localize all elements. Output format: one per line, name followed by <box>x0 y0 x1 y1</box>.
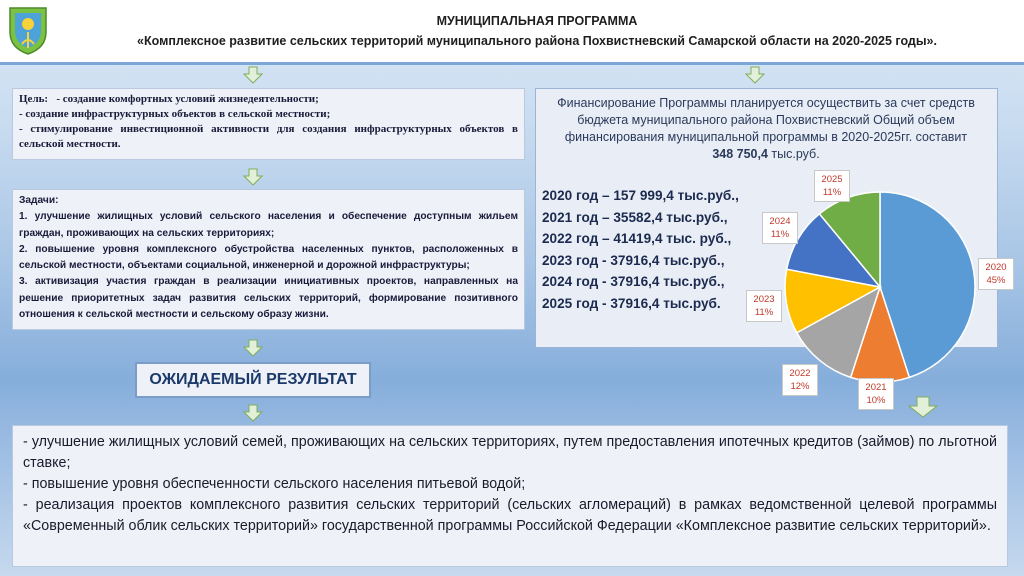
pie-label-2024 <box>762 212 798 244</box>
pie-label-year: 2020 <box>985 262 1007 273</box>
coat-of-arms-logo <box>6 4 50 56</box>
pie-label-2021 <box>858 378 894 410</box>
finance-description <box>556 95 976 163</box>
pie-label-2025 <box>814 170 850 202</box>
outcome-item: - улучшение жилищных условий семей, проживающих на сельских территориях, путем предоставления ипотечных кредитов (займов) по льготной ставке; <box>23 434 997 471</box>
program-subtitle: «Комплексное развитие сельских территорий муниципального района Похвистневский Самарской области на 2020-2025 годы». <box>137 34 937 48</box>
pie-label-year: 2024 <box>769 216 791 227</box>
task-item: 1. улучшение жилищных условий сельского населения и обеспечение доступным жильем граждан, проживающих на сельских территориях; <box>19 211 518 239</box>
pie-label-percent: 12% <box>790 381 810 392</box>
tasks-box <box>12 189 525 330</box>
goal-item: - стимулирование инвестиционной активности для создания инфраструктурных объектов в сельской местности. <box>19 123 518 150</box>
pie-label-year: 2022 <box>789 368 811 379</box>
finance-total-unit: тыс.руб. <box>771 147 820 161</box>
task-item: 2. повышение уровня комплексного обустройства населенных пунктов, расположенных в сельской местности, объектами социальной, инженерной и дорожной инфраструктуры; <box>19 243 518 272</box>
pie-label-2022 <box>782 364 818 396</box>
pie-label-percent: 10% <box>866 395 886 406</box>
outcome-item: - реализация проектов комплексного развития сельских территорий (сельских агломераций) в рамках ведомственной целевой программы «Современный облик сельских территорий» государственной программы Российской Федерации «Комплексное развитие сельских территорий». <box>23 497 997 534</box>
down-arrow-icon <box>908 396 938 418</box>
pie-label-percent: 11% <box>754 307 774 318</box>
pie-label-2023 <box>746 290 782 322</box>
down-arrow-icon <box>243 339 263 357</box>
task-item: 3. активизация участия граждан в реализации инициативных проектов, направленных на решение приоритетных задач развития сельских территорий, формирование позитивного отношения к сельской местности и сельскому образу жизни. <box>19 276 518 321</box>
pie-label-percent: 45% <box>986 275 1006 286</box>
pie-label-percent: 11% <box>770 229 790 240</box>
finance-total-value: 348 750,4 <box>712 147 768 161</box>
outcome-item: - повышение уровня обеспеченности сельского населения питьевой водой; <box>23 476 526 492</box>
pie-label-year: 2021 <box>865 382 887 393</box>
expected-result-heading: ОЖИДАЕМЫЙ РЕЗУЛЬТАТ <box>135 362 371 398</box>
down-arrow-icon <box>243 168 263 186</box>
finance-total-text: Общий объем финансирования муниципальной программы в 2020-2025гг. составит <box>564 113 968 144</box>
pie-label-2020 <box>978 258 1014 290</box>
goals-label: Цель: <box>19 93 49 105</box>
program-title: МУНИЦИПАЛЬНАЯ ПРОГРАММА <box>436 14 638 28</box>
year-funding-2023: 2023 год - 37916,4 тыс.руб., <box>542 252 725 268</box>
down-arrow-icon <box>243 404 263 422</box>
goal-item: - создание инфраструктурных объектов в сельской местности; <box>19 108 331 120</box>
year-funding-2020: 2020 год – 157 999,4 тыс.руб., <box>542 188 739 203</box>
pie-label-percent: 11% <box>822 187 842 198</box>
finance-source-text: Финансирование Программы планируется осуществить за счет средств бюджета муниципального района Похвистневский <box>557 96 975 127</box>
yearly-funding-list <box>542 185 739 315</box>
tasks-label: Задачи: <box>19 195 59 206</box>
down-arrow-icon <box>243 66 263 84</box>
pie-label-year: 2025 <box>821 174 843 185</box>
funding-pie-chart <box>780 191 980 391</box>
outcomes-box <box>12 425 1008 567</box>
year-funding-2024: 2024 год - 37916,4 тыс.руб., <box>542 274 725 290</box>
header <box>0 0 1024 65</box>
goals-line <box>19 92 518 107</box>
goal-item: - создание комфортных условий жизнедеятельности; <box>56 93 319 105</box>
year-funding-2021: 2021 год – 35582,4 тыс.руб., <box>542 209 728 225</box>
goals-box <box>12 88 525 160</box>
year-funding-2025: 2025 год - 37916,4 тыс.руб. <box>542 295 721 311</box>
year-funding-2022: 2022 год – 41419,4 тыс. руб., <box>542 231 732 247</box>
down-arrow-icon <box>745 66 765 84</box>
pie-label-year: 2023 <box>753 294 775 305</box>
